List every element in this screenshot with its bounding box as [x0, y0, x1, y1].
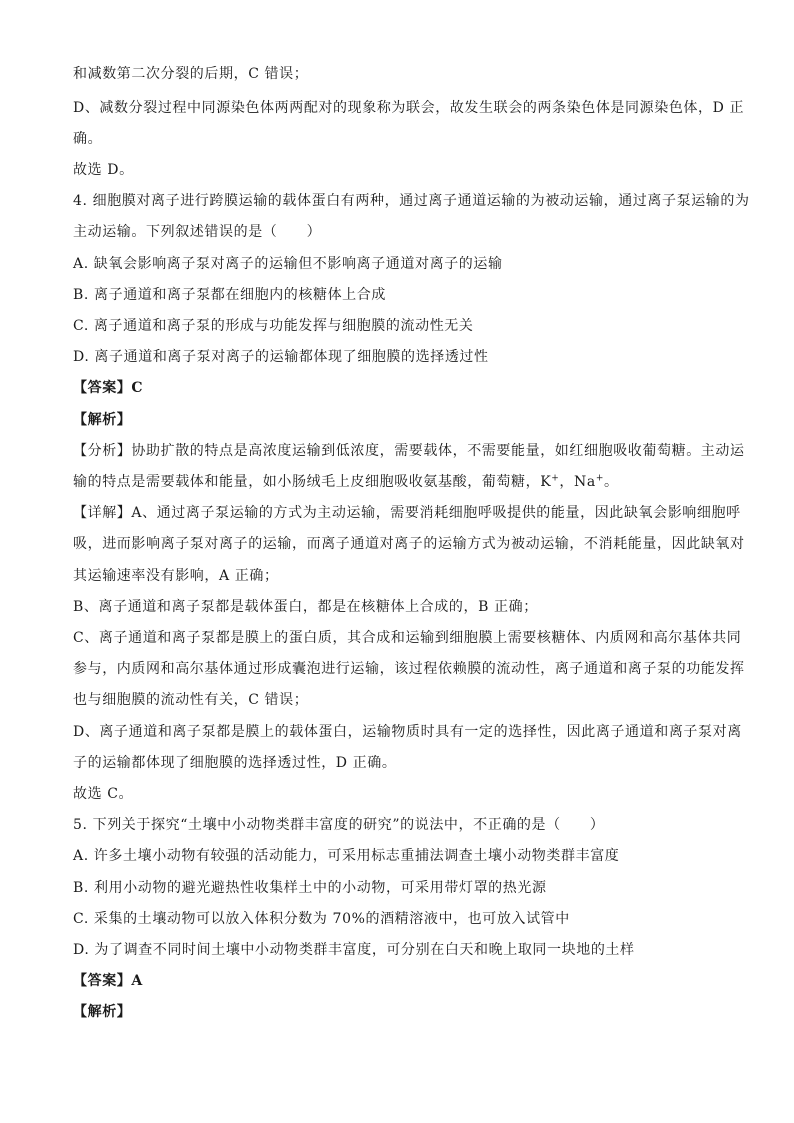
option-d: D. 离子通道和离子泵对离子的运输都体现了细胞膜的选择透过性: [73, 349, 489, 365]
analysis-label: 【解析】: [73, 1004, 132, 1020]
analysis-text: 【分析】协助扩散的特点是高浓度运输到低浓度，需要载体，不需要能量，如红细胞吸收葡萄糖。主动运: [73, 443, 745, 459]
answer-label: 【答案】C: [73, 380, 144, 396]
detail-text: C、离子通道和离子泵都是膜上的蛋白质，其合成和运输到细胞膜上需要核糖体、内质网和高尔基体共同: [73, 630, 742, 646]
answer-label: 【答案】A: [73, 973, 143, 989]
text-line: 故选 C。: [73, 786, 134, 802]
question-4-stem: 主动运输。下列叙述错误的是（ ）: [73, 224, 322, 240]
detail-text: D、离子通道和离子泵都是膜上的载体蛋白，运输物质时具有一定的选择性，因此离子通道和离子泵对离: [73, 724, 742, 740]
question-5-stem: 5. 下列关于探究“土壤中小动物类群丰富度的研究”的说法中，不正确的是（ ）: [73, 817, 605, 833]
option-c: C. 采集的土壤动物可以放入体积分数为 70%的酒精溶液中，也可放入试管中: [73, 911, 570, 927]
analysis-text-end: 。: [603, 474, 619, 490]
detail-text: 【详解】A、通过离子泵运输的方式为主动运输，需要消耗细胞呼吸提供的能量，因此缺氧会影响细胞呼: [73, 505, 741, 521]
superscript: +: [595, 473, 604, 484]
detail-text: 吸，进而影响离子泵对离子的运输，而离子通道对离子的运输方式为被动运输，不消耗能量，因此缺氧对: [73, 536, 745, 552]
option-a: A. 缺氧会影响离子泵对离子的运输但不影响离子通道对离子的运输: [73, 256, 503, 272]
detail-text: B、离子通道和离子泵都是载体蛋白，都是在核糖体上合成的，B 正确；: [73, 599, 538, 615]
option-b: B. 离子通道和离子泵都在细胞内的核糖体上合成: [73, 287, 386, 303]
detail-text: 其运输速率没有影响，A 正确；: [73, 568, 279, 584]
analysis-label: 【解析】: [73, 412, 132, 428]
text-line: 确。: [73, 131, 103, 147]
analysis-text: [73, 472, 734, 492]
superscript: +: [551, 473, 560, 484]
analysis-text-sep: ，Na: [559, 474, 596, 490]
text-line: D、减数分裂过程中同源染色体两两配对的现象称为联会，故发生联会的两条染色体是同源染色体，D 正: [73, 100, 745, 116]
option-a: A. 许多土壤小动物有较强的活动能力，可采用标志重捕法调查土壤小动物类群丰富度: [73, 848, 620, 864]
option-b: B. 利用小动物的避光避热性收集样土中的小动物，可采用带灯罩的热光源: [73, 880, 547, 896]
text-line: 和减数第二次分裂的后期，C 错误；: [73, 66, 309, 82]
question-4-stem: 4. 细胞膜对离子进行跨膜运输的载体蛋白有两种，通过离子通道运输的为被动运输，通过离子泵运输的为: [73, 193, 750, 209]
detail-text: 参与，内质网和高尔基体通过形成囊泡进行运输，该过程依赖膜的流动性，离子通道和离子泵的功能发挥: [73, 661, 745, 677]
text-line: 故选 D。: [73, 162, 134, 178]
option-d: D. 为了调查不同时间土壤中小动物类群丰富度，可分别在白天和晚上取同一块地的土样: [73, 942, 635, 958]
analysis-text-main: 输的特点是需要载体和能量，如小肠绒毛上皮细胞吸收氨基酸，葡萄糖，K: [73, 474, 552, 490]
detail-text: 子的运输都体现了细胞膜的选择透过性，D 正确。: [73, 755, 397, 771]
option-c: C. 离子通道和离子泵的形成与功能发挥与细胞膜的流动性无关: [73, 318, 474, 334]
detail-text: 也与细胞膜的流动性有关，C 错误；: [73, 692, 309, 708]
